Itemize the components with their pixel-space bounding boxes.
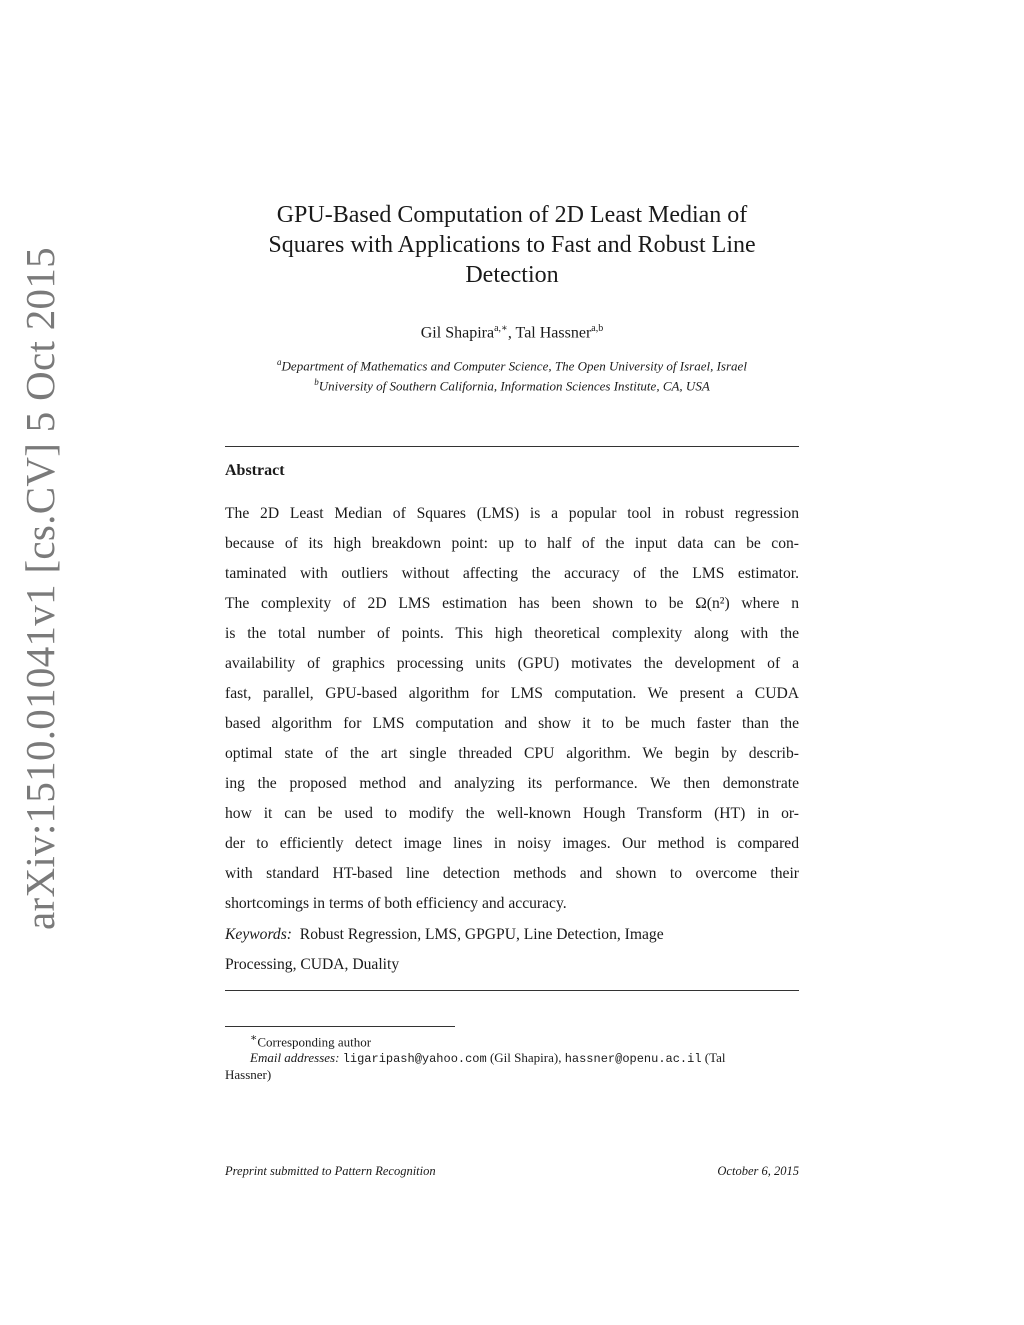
keywords (225, 920, 799, 980)
title-line-2: Squares with Applications to Fast and Robust Line (268, 232, 756, 258)
abstract-top-rule (225, 446, 799, 447)
arxiv-stamp-text: arXiv:1510.01041v1 [cs.CV] 5 Oct 2015 (17, 247, 63, 930)
abstract-line: der to efficiently detect image lines in noisy images. Our method is compared (225, 835, 799, 852)
preprint-note: Preprint submitted to Pattern Recognition (225, 1164, 436, 1178)
abstract-line: taminated with outliers without affecting the accuracy of the LMS estimator. (225, 565, 799, 582)
keywords-line-1-rest: Regression, LMS, GPGPU, Line Detection, Image (347, 926, 664, 943)
title-line-1: GPU-Based Computation of 2D Least Median of (276, 202, 748, 228)
abstract-line: with standard HT-based line detection methods and shown to overcome their (225, 865, 799, 882)
footnote-mark: ∗ (250, 1032, 258, 1044)
abstract-line: The 2D Least Median of Squares (LMS) is a popular tool in robust regression (225, 505, 799, 522)
affiliation-a (215, 354, 809, 374)
email-note-continued: Hassner) (225, 1067, 272, 1083)
affiliation-mark: b (314, 377, 319, 388)
footer-date: October 6, 2015 (717, 1164, 799, 1178)
author-name: Tal Hassner (515, 324, 592, 342)
author-list: Gil Shapira$^{a,∗}$, Tal Hassner$^{a,b}$ (420, 323, 604, 342)
author-name: Gil Shapira (420, 324, 495, 342)
page-footer (225, 1164, 799, 1179)
abstract-line: is the total number of points. This high theoretical complexity along with the (225, 625, 799, 642)
keywords-first-word: Robust (299, 926, 344, 943)
footnote-rule (225, 1026, 455, 1027)
abstract-heading: Abstract (225, 462, 285, 479)
affiliation-b (215, 374, 809, 394)
abstract-line: shortcomings in terms of both efficiency and accuracy. (225, 895, 567, 912)
affiliation-text: University of Southern California, Information Sciences Institute, CA, USA (318, 378, 710, 394)
author-affil-mark: a,b (591, 323, 604, 334)
email-link-2[interactable]: hassner@openu.ac.il (564, 1052, 702, 1067)
arxiv-stamp (10, 247, 70, 930)
email-owner-1: (Gil Shapira), (489, 1050, 562, 1066)
footnotes (225, 1030, 799, 1083)
keywords-label: Keywords: (225, 926, 292, 943)
affiliation-mark: a (277, 357, 282, 367)
email-link-1[interactable]: ligaripash@yahoo.com (342, 1052, 487, 1067)
abstract-line: ing the proposed method and analyzing its performance. We then demonstrate (225, 775, 799, 792)
keywords-line-2: Processing, CUDA, Duality (225, 956, 400, 973)
title-line-3: Detection (465, 262, 559, 288)
keywords-line-1 (225, 920, 799, 950)
author-affil-mark: a,∗ (494, 323, 508, 334)
abstract-line: The complexity of 2D LMS estimation has been shown to be Ω(n²) where n (225, 595, 799, 612)
abstract-line: optimal state of the art single threaded CPU algorithm. We begin by describ- (225, 745, 799, 762)
corresponding-author-note (225, 1030, 799, 1050)
abstract-line: how it can be used to modify the well-known Hough Transform (HT) in or- (225, 805, 799, 822)
abstract-line: fast, parallel, GPU-based algorithm for LMS computation. We present a CUDA (225, 685, 799, 702)
email-owner-2: (Tal (704, 1050, 726, 1066)
email-label: Email addresses: (250, 1050, 340, 1066)
affiliation-text: Department of Mathematics and Computer Science, The Open University of Israel, Israel (281, 358, 747, 374)
abstract-body (225, 499, 799, 919)
paper-title (225, 200, 799, 290)
affiliations (215, 354, 809, 395)
abstract-line: because of its high breakdown point: up to half of the input data can be con- (225, 535, 799, 552)
corresponding-author-text: Corresponding author (257, 1034, 372, 1050)
abstract-line: availability of graphics processing units (GPU) motivates the development of a (225, 655, 799, 672)
abstract-line: based algorithm for LMS computation and show it to be much faster than the (225, 715, 799, 732)
abstract-bottom-rule (225, 990, 799, 991)
email-note (225, 1050, 799, 1067)
